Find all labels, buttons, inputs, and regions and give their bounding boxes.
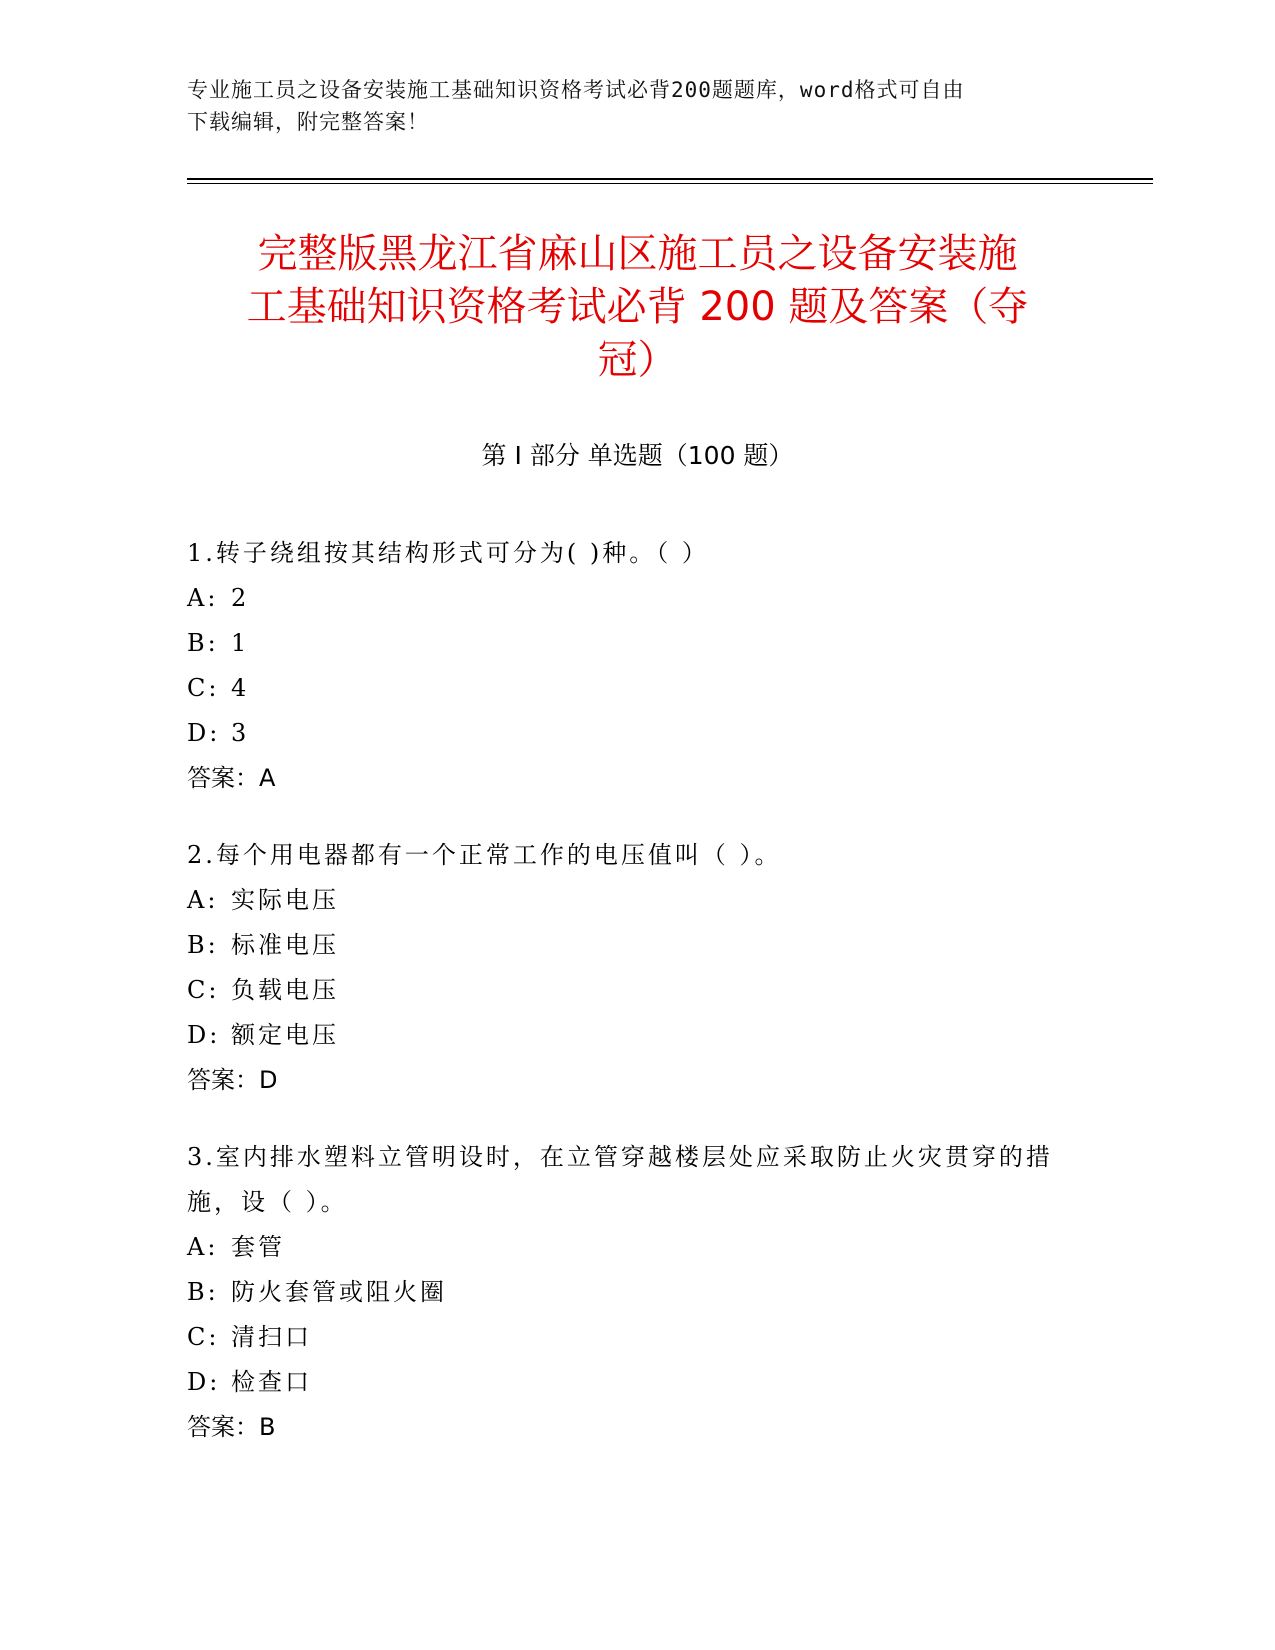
question-text: 2.每个用电器都有一个正常工作的电压值叫（ ）。 [187, 841, 782, 869]
answer: 答案：B [187, 1413, 276, 1441]
header-rule-thick [187, 178, 1153, 180]
option-text: 实际电压 [231, 886, 339, 914]
option-text: 1 [231, 629, 250, 657]
document-title-line-3: 冠） [597, 337, 678, 383]
option-letter: D: [187, 719, 221, 747]
option-letter: C: [187, 976, 220, 1004]
answer: 答案：A [187, 764, 276, 792]
option-text: 负载电压 [231, 976, 339, 1004]
option-text: 检查口 [231, 1368, 312, 1396]
option-c [187, 1315, 1087, 1360]
question-2 [187, 833, 1087, 1103]
answer: 答案：D [187, 1066, 278, 1094]
option-c [187, 666, 1087, 711]
option-letter: B: [187, 629, 219, 657]
option-b [187, 923, 1087, 968]
option-letter: A: [187, 886, 219, 914]
option-a [187, 576, 1087, 621]
question-list [187, 531, 1087, 1482]
option-letter: C: [187, 674, 220, 702]
document-title [170, 228, 1105, 387]
option-letter: A: [187, 1233, 219, 1261]
document-title-line-1: 完整版黑龙江省麻山区施工员之设备安装施 [257, 231, 1018, 277]
option-text: 2 [231, 584, 250, 612]
question-text: 3.室内排水塑料立管明设时，在立管穿越楼层处应采取防止火灾贯穿的措施，设（ ）。 [187, 1143, 1053, 1216]
section-heading: 第 I 部分 单选题（100 题） [481, 441, 794, 470]
option-b [187, 621, 1087, 666]
option-letter: D: [187, 1368, 221, 1396]
option-text: 3 [231, 719, 250, 747]
document-title-line-2: 工基础知识资格考试必背 200 题及答案（夺 [246, 284, 1029, 330]
header-note-line-2: 下载编辑，附完整答案！ [187, 110, 429, 134]
option-letter: C: [187, 1323, 220, 1351]
option-b [187, 1270, 1087, 1315]
option-letter: B: [187, 931, 219, 959]
option-d [187, 1013, 1087, 1058]
question-text: 1.转子绕组按其结构形式可分为( )种。（ ） [187, 539, 709, 567]
question-1 [187, 531, 1087, 801]
option-text: 额定电压 [231, 1021, 339, 1049]
option-letter: B: [187, 1278, 219, 1306]
option-text: 防火套管或阻火圈 [231, 1278, 447, 1306]
option-text: 清扫口 [231, 1323, 312, 1351]
option-d [187, 711, 1087, 756]
header-note [187, 74, 1087, 138]
option-text: 套管 [231, 1233, 285, 1261]
option-letter: D: [187, 1021, 221, 1049]
option-c [187, 968, 1087, 1013]
option-d [187, 1360, 1087, 1405]
option-letter: A: [187, 584, 219, 612]
header-rule-thin [187, 183, 1153, 184]
question-3 [187, 1135, 1087, 1450]
option-a [187, 878, 1087, 923]
option-a [187, 1225, 1087, 1270]
option-text: 标准电压 [231, 931, 339, 959]
header-note-line-1: 专业施工员之设备安装施工基础知识资格考试必背200题题库，word格式可自由 [187, 78, 965, 102]
option-text: 4 [231, 674, 250, 702]
